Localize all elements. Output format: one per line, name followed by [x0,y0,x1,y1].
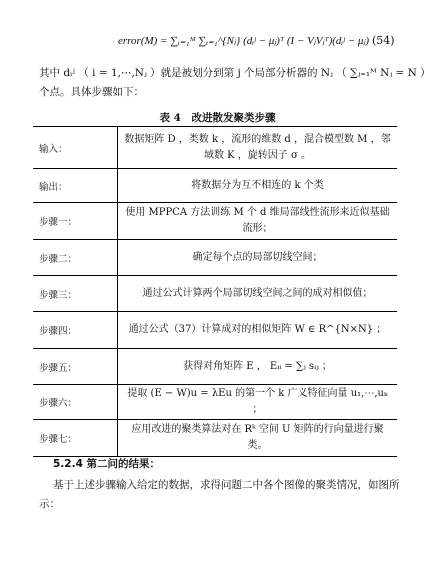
section-body [39,476,409,514]
section-heading: 5.2.4 第二问的结果： [53,458,161,470]
intro-line-2: 个点。具体步骤如下： [39,86,144,98]
table-row [33,169,397,203]
steps-table [33,126,397,457]
table-row [33,420,397,457]
row-content: 获得对角矩阵 E ， Eᵢᵢ = ∑ⱼ sᵢⱼ ； [118,349,398,385]
table-row [33,127,397,169]
row-content: 确定每个点的局部切线空间； [118,240,398,276]
row-label: 输出： [33,169,118,203]
section-body-line-1: 基于上述步骤输入给定的数据，求得问题二中各个图像的聚类情况，如图所 [53,479,400,491]
table-title: 表 4 改进散发聚类步骤 [159,112,276,124]
row-label: 步骤二： [33,240,118,276]
row-label: 输入： [33,127,118,169]
row-label: 步骤六： [33,385,118,420]
equation-number: (54) [372,34,395,47]
row-content: 将数据分为互不相连的 k 个类 [118,169,398,203]
row-content: 通过公式（37）计算成对的相似矩阵 W ∈ R^{N×N} ； [118,312,398,349]
section-body-line-2: 示： [39,498,60,510]
row-label: 步骤一： [33,203,118,240]
intro-paragraph [39,64,431,102]
row-label: 步骤五： [33,349,118,385]
intro-line-1: 其中 dᵢʲ （ i = 1,⋯,Nⱼ ）就是被划分到第 j 个局部分析器的 Nⱼ （ ∑ⱼ₌₁ᴹ Nⱼ = N ） [39,67,431,79]
table-row [33,312,397,349]
row-content: 应用改进的聚类算法对在 Rᵏ 空间 U 矩阵的行向量进行聚类。 [118,420,398,457]
table-row [33,349,397,385]
row-content: 通过公式计算两个局部切线空间之间的成对相似值； [118,276,398,312]
row-content: 数据矩阵 D ，类数 k ，流形的维数 d ，混合模型数 M ，邻域数 K ，旋转因子 σ 。 [124,133,391,161]
formula-block [0,34,435,60]
row-content: 使用 MPPCA 方法训练 M 个 d 维局部线性流形来近似基础流形； [118,203,398,240]
table-row [33,276,397,312]
table-row [33,385,397,420]
table-row [33,203,397,240]
row-label: 步骤四： [33,312,118,349]
row-content: 提取 (E − W)u = λEu 的第一个 k 广义特征向量 u₁,⋯,uₖ ； [118,385,398,420]
row-label: 步骤三： [33,276,118,312]
table-row [33,240,397,276]
error-formula: error(M) = ∑ᵢ₌₁ᴹ ∑ᵢ₌₁^{Nⱼ} (dᵢʲ − μⱼ)ᵀ (I − VⱼVⱼᵀ)(dᵢʲ − μⱼ) [118,35,370,47]
row-label: 步骤七： [33,420,118,457]
